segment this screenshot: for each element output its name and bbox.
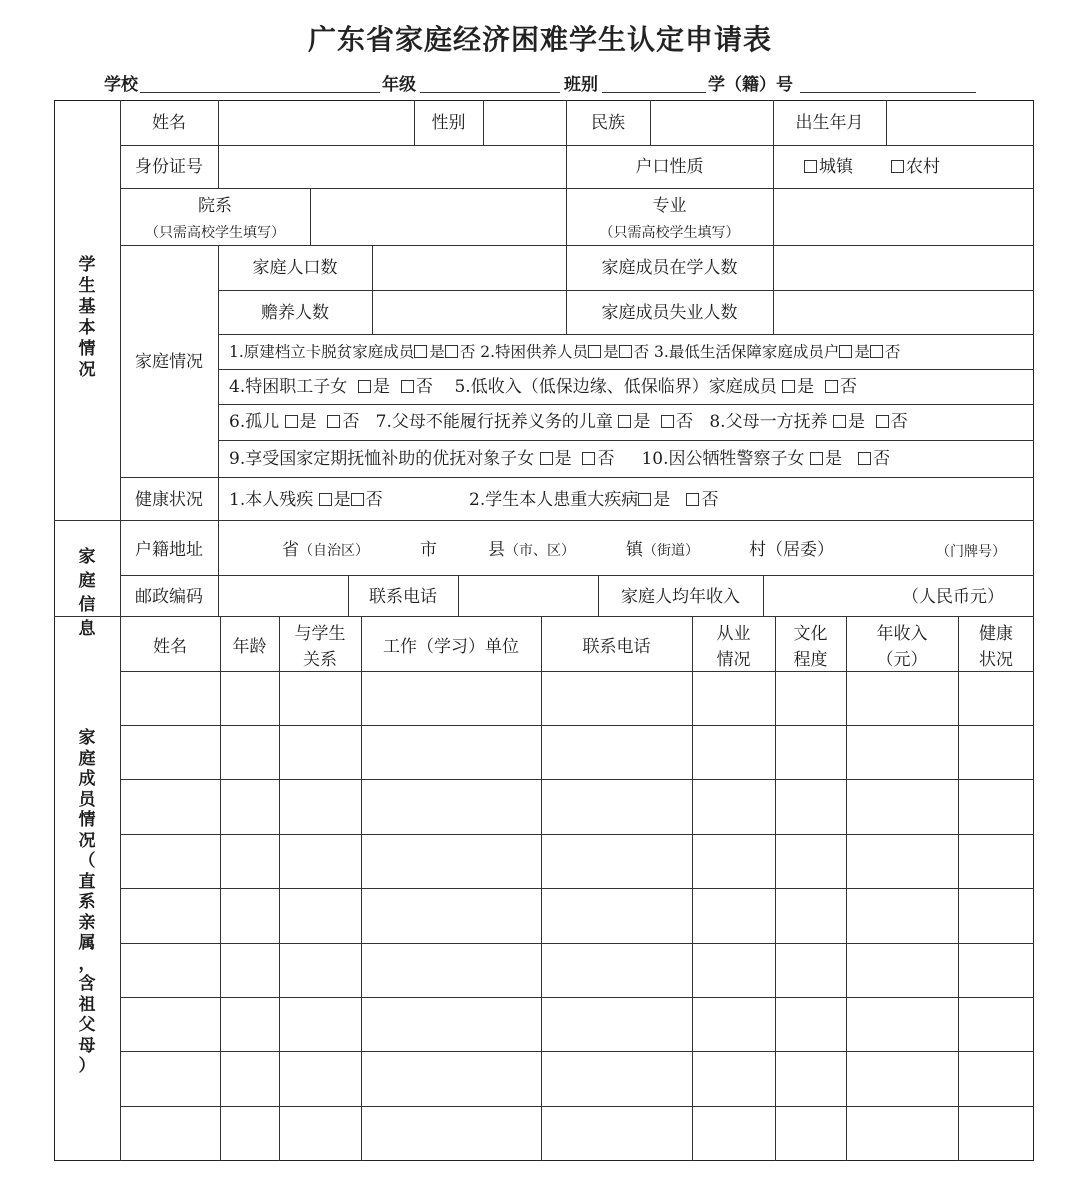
checkbox-icon[interactable] — [858, 452, 871, 465]
family-item-row-2: 4.特困职工子女 是 否 5.低收入（低保边缘、低保临界）家庭成员 是 否 — [229, 377, 857, 397]
health-items: 1.本人残疾 是 否 — [229, 490, 383, 510]
divider — [218, 290, 1034, 291]
divider — [372, 245, 373, 334]
divider — [120, 575, 1034, 576]
major-note: （只需高校学生填写） — [599, 225, 740, 241]
member-column-header: 工作（学习）单位 — [383, 637, 519, 657]
family-students-label: 家庭成员在学人数 — [601, 258, 738, 278]
ethnicity-label: 民族 — [591, 113, 625, 133]
member-table-cell[interactable] — [694, 890, 773, 941]
divider — [218, 404, 1034, 405]
address-city: 市 — [420, 540, 437, 560]
divider — [120, 725, 1034, 726]
member-column-header: 年收入 （元） — [876, 624, 928, 670]
divider — [120, 100, 121, 1161]
form-title: 广东省家庭经济困难学生认定申请表 — [307, 23, 772, 56]
member-table-cell[interactable] — [543, 1108, 690, 1159]
section-members-label: 家 庭 成 员 情 况 （ 直 系 亲 属 ， 含 祖 父 母 ） — [78, 728, 96, 1076]
department-note: （只需高校学生填写） — [145, 225, 285, 241]
member-table-cell[interactable] — [281, 999, 359, 1049]
divider — [886, 100, 887, 145]
divider — [650, 100, 651, 145]
checkbox-icon[interactable] — [839, 345, 852, 358]
family-item-row-4: 9.享受国家定期抚恤补助的优抚对象子女 是 否 10.因公牺牲警察子女 是 否 — [229, 449, 891, 469]
checkbox-icon[interactable] — [638, 493, 651, 506]
checkbox-icon[interactable] — [870, 345, 883, 358]
member-column-header: 从业 情况 — [716, 624, 751, 670]
member-table-cell[interactable] — [960, 890, 1032, 941]
postal-field[interactable] — [222, 579, 344, 613]
divider — [120, 997, 1034, 998]
family-size-label: 家庭人口数 — [252, 258, 338, 278]
id-no-label: 身份证号 — [135, 157, 203, 177]
id-no-field[interactable] — [222, 148, 562, 186]
member-table-cell[interactable] — [960, 836, 1032, 886]
class-label: 班别 — [564, 75, 598, 95]
member-table-cell[interactable] — [122, 781, 218, 832]
member-table-cell[interactable] — [122, 673, 218, 723]
member-table-cell[interactable] — [363, 945, 539, 995]
member-table-cell[interactable] — [222, 945, 277, 995]
member-table-cell[interactable] — [222, 781, 277, 832]
family-size-field[interactable] — [376, 249, 562, 287]
member-table-cell[interactable] — [122, 945, 218, 995]
member-table-cell[interactable] — [777, 999, 844, 1049]
member-table-cell[interactable] — [222, 890, 277, 941]
checkbox-icon[interactable] — [358, 380, 371, 393]
checkbox-icon — [804, 160, 817, 173]
department-field[interactable] — [314, 192, 562, 242]
family-unemployed-label: 家庭成员失业人数 — [601, 303, 738, 323]
member-table-cell[interactable] — [122, 727, 218, 777]
member-table-cell[interactable] — [281, 1053, 359, 1104]
member-table-cell[interactable] — [122, 999, 218, 1049]
member-table-cell[interactable] — [848, 1108, 956, 1159]
divider — [483, 100, 484, 145]
member-table-cell[interactable] — [777, 836, 844, 886]
health-items-2: 2.学生本人患重大疾病 是 否 — [469, 490, 719, 510]
dependents-field[interactable] — [376, 294, 562, 332]
checkbox-icon[interactable] — [618, 415, 631, 428]
birth-label: 出生年月 — [795, 113, 864, 133]
member-table-cell[interactable] — [777, 727, 844, 777]
member-table-cell[interactable] — [960, 727, 1032, 777]
family-item-row-3: 6.孤儿 是 否 7.父母不能履行抚养义务的儿童 是 否 8.父母一方抚养 是 否 — [229, 412, 908, 432]
section-basic-label: 学 生 基 本 情 况 — [78, 255, 96, 380]
divider — [218, 245, 219, 477]
member-table-cell[interactable] — [543, 945, 690, 995]
member-table-cell[interactable] — [363, 727, 539, 777]
divider — [54, 616, 1034, 617]
name-label: 姓名 — [152, 113, 186, 133]
member-table-cell[interactable] — [694, 673, 773, 723]
member-table-cell[interactable] — [363, 999, 539, 1049]
checkbox-icon[interactable] — [588, 345, 601, 358]
hukou-rural-option[interactable]: 农村 — [891, 157, 940, 177]
member-table-cell[interactable] — [363, 673, 539, 723]
checkbox-icon[interactable] — [414, 345, 427, 358]
income-unit: （人民币元） — [902, 587, 1004, 607]
department-label: 院系 — [198, 196, 232, 216]
member-column-header: 年龄 — [232, 637, 267, 657]
divider — [763, 575, 764, 616]
phone-field[interactable] — [462, 579, 594, 613]
member-table-cell[interactable] — [848, 781, 956, 832]
member-table-cell[interactable] — [694, 781, 773, 832]
member-table-cell[interactable] — [543, 727, 690, 777]
ethnicity-field[interactable] — [654, 104, 769, 142]
address-house-no: （门牌号） — [936, 544, 1006, 560]
member-table-cell[interactable] — [222, 673, 277, 723]
checkbox-icon[interactable] — [445, 345, 458, 358]
checkbox-icon[interactable] — [401, 380, 414, 393]
member-table-cell[interactable] — [960, 781, 1032, 832]
member-table-cell[interactable] — [848, 836, 956, 886]
member-table-cell[interactable] — [363, 890, 539, 941]
member-table-cell[interactable] — [281, 673, 359, 723]
postal-label: 邮政编码 — [135, 587, 203, 607]
divider — [120, 888, 1034, 889]
divider — [120, 1106, 1034, 1107]
member-table-cell[interactable] — [222, 999, 277, 1049]
member-table-cell[interactable] — [694, 1108, 773, 1159]
member-table-cell[interactable] — [543, 836, 690, 886]
family-students-field[interactable] — [777, 249, 1030, 287]
divider — [310, 188, 311, 245]
divider — [566, 100, 567, 334]
member-column-header: 文化 程度 — [793, 624, 828, 670]
divider — [218, 477, 219, 520]
family-item-row-1: 1.原建档立卡脱贫家庭成员 是 否 2.特困供养人员 是 否 3.最低生活保障家庭成员户 是 否 — [229, 343, 901, 361]
address-village: 村（居委） — [749, 540, 834, 560]
checkbox-icon[interactable] — [876, 415, 889, 428]
checkbox-icon[interactable] — [782, 380, 795, 393]
divider — [218, 440, 1034, 441]
checkbox-icon[interactable] — [619, 345, 632, 358]
member-table-cell[interactable] — [777, 781, 844, 832]
member-table-cell[interactable] — [363, 1053, 539, 1104]
member-table-cell[interactable] — [960, 945, 1032, 995]
name-field[interactable] — [222, 104, 410, 142]
divider — [218, 369, 1034, 370]
address-county: 县（市、区） — [488, 540, 575, 560]
member-table-cell[interactable] — [543, 781, 690, 832]
member-table-cell[interactable] — [543, 673, 690, 723]
divider — [773, 100, 774, 334]
student-no-label: 学（籍）号 — [708, 75, 793, 95]
member-table-cell[interactable] — [694, 1053, 773, 1104]
checkbox-icon[interactable] — [351, 493, 364, 506]
member-table-cell[interactable] — [363, 781, 539, 832]
divider — [120, 145, 1034, 146]
checkbox-icon[interactable] — [833, 415, 846, 428]
member-table-cell[interactable] — [694, 999, 773, 1049]
phone-label: 联系电话 — [369, 587, 437, 607]
checkbox-icon[interactable] — [686, 493, 699, 506]
grade-label: 年级 — [382, 75, 416, 95]
address-label: 户籍地址 — [135, 540, 203, 560]
family-status-label: 家庭情况 — [135, 352, 203, 372]
checkbox-icon[interactable] — [825, 380, 838, 393]
divider — [218, 145, 219, 188]
divider — [120, 943, 1034, 944]
divider — [120, 245, 1034, 246]
member-table-cell[interactable] — [777, 1053, 844, 1104]
checkbox-icon[interactable] — [540, 452, 553, 465]
member-table-cell[interactable] — [848, 945, 956, 995]
birth-field[interactable] — [890, 104, 1030, 142]
section-family-info-label: 家 庭 信 息 — [78, 547, 96, 639]
member-table-cell[interactable] — [122, 890, 218, 941]
member-table-cell[interactable] — [960, 1108, 1032, 1159]
member-table-cell[interactable] — [694, 727, 773, 777]
address-province: 省（自治区） — [282, 540, 369, 560]
member-table-cell[interactable] — [960, 999, 1032, 1049]
member-table-cell[interactable] — [222, 1108, 277, 1159]
member-table-cell[interactable] — [777, 1108, 844, 1159]
divider — [120, 1051, 1034, 1052]
member-column-header: 健康 状况 — [979, 624, 1013, 670]
divider — [120, 477, 1034, 478]
member-table-cell[interactable] — [122, 1108, 218, 1159]
member-table-cell[interactable] — [848, 1053, 956, 1104]
member-table-cell[interactable] — [281, 836, 359, 886]
gender-field[interactable] — [487, 104, 562, 142]
member-table-cell[interactable] — [960, 1053, 1032, 1104]
income-label: 家庭人均年收入 — [621, 587, 740, 607]
major-label: 专业 — [652, 196, 687, 216]
checkbox-icon[interactable] — [810, 452, 823, 465]
member-table-cell[interactable] — [363, 836, 539, 886]
divider — [120, 779, 1034, 780]
member-table-cell[interactable] — [281, 781, 359, 832]
school-label: 学校 — [104, 75, 138, 95]
member-table-cell[interactable] — [222, 836, 277, 886]
member-table-cell[interactable] — [694, 836, 773, 886]
major-field[interactable] — [777, 192, 1030, 242]
hukou-urban-option[interactable]: 城镇 — [804, 157, 853, 177]
member-table-cell[interactable] — [281, 1108, 359, 1159]
divider — [120, 834, 1034, 835]
member-table-cell[interactable] — [281, 945, 359, 995]
member-table-cell[interactable] — [777, 945, 844, 995]
divider — [120, 188, 1034, 189]
divider — [458, 575, 459, 616]
member-table-cell[interactable] — [122, 836, 218, 886]
member-table-cell[interactable] — [281, 727, 359, 777]
divider — [218, 100, 219, 145]
divider — [218, 334, 1034, 335]
member-column-header: 联系电话 — [582, 637, 651, 657]
member-table-cell[interactable] — [848, 673, 956, 723]
address-town: 镇（街道） — [626, 540, 699, 560]
checkbox-icon[interactable] — [285, 415, 298, 428]
member-column-header: 与学生 关系 — [294, 624, 346, 670]
member-table-cell[interactable] — [543, 1053, 690, 1104]
member-table-cell[interactable] — [848, 999, 956, 1049]
member-table-cell[interactable] — [543, 890, 690, 941]
member-table-cell[interactable] — [777, 890, 844, 941]
checkbox-icon[interactable] — [319, 493, 332, 506]
checkbox-icon[interactable] — [661, 415, 674, 428]
member-table-cell[interactable] — [222, 727, 277, 777]
member-table-cell[interactable] — [222, 1053, 277, 1104]
divider — [54, 520, 1034, 521]
member-table-cell[interactable] — [960, 673, 1032, 723]
checkbox-icon[interactable] — [582, 452, 595, 465]
member-table-cell[interactable] — [281, 890, 359, 941]
checkbox-icon[interactable] — [327, 415, 340, 428]
gender-label: 性别 — [431, 113, 466, 133]
member-table-cell[interactable] — [363, 1108, 539, 1159]
divider — [218, 520, 219, 616]
member-table-cell[interactable] — [848, 890, 956, 941]
hukou-type-label: 户口性质 — [635, 157, 704, 177]
checkbox-icon — [891, 160, 904, 173]
member-table-cell[interactable] — [848, 727, 956, 777]
member-table-cell[interactable] — [543, 999, 690, 1049]
member-table-cell[interactable] — [694, 945, 773, 995]
dependents-label: 赡养人数 — [261, 303, 329, 323]
family-unemployed-field[interactable] — [777, 294, 1030, 332]
health-label: 健康状况 — [135, 490, 203, 510]
member-column-header: 姓名 — [153, 637, 187, 657]
member-table-cell[interactable] — [777, 673, 844, 723]
member-table-cell[interactable] — [122, 1053, 218, 1104]
